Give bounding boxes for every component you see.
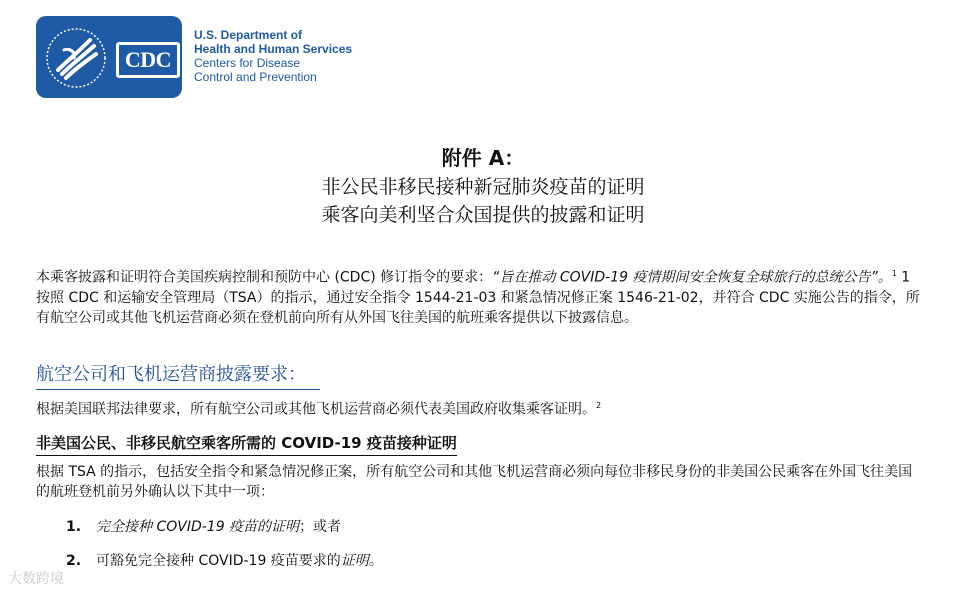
list-item-italic: 完全接种 COVID-19 疫苗的证明	[96, 519, 300, 535]
section2-paragraph: 根据 TSA 的指示，包括安全指令和紧急情况修正案，所有航空公司和其他飞机运营商必须向每位非移民身份的非美国公民乘客在外国飞往美国的航班登机前另外确认以下其中一项：	[36, 464, 913, 500]
list-item-number: 1.	[66, 519, 82, 535]
agency-line-3: Centers for Disease	[194, 56, 301, 70]
intro-rest: 1 按照 CDC 和运输安全管理局（TSA）的指示，通过安全指令 1544-21-03 和紧急情况修正案 1546-21-02，并符合 CDC 实施公告的指令，所有航空公司或其他飞机运营商必须在登机前向所有从外国飞往美国的航班乘客提供以下披露信息。	[36, 269, 920, 326]
list-item-text: 可豁免完全接种 COVID-19 疫苗要求的	[96, 553, 341, 569]
intro-text: 本乘客披露和证明符合美国疾病控制和预防中心 (CDC) 修订指令的要求：	[36, 269, 493, 286]
section1-paragraph	[36, 396, 926, 420]
section-heading-vaccination-proof: 非美国公民、非移民航空乘客所需的 COVID-19 疫苗接种证明	[36, 432, 457, 456]
footnote-ref-2: 2	[596, 401, 602, 410]
document-title-line-3: 乘客向美利坚合众国提供的披露和证明	[321, 204, 645, 226]
list-item	[66, 516, 341, 536]
list-item	[66, 550, 383, 570]
intro-quote: “旨在推动 COVID-19 疫情期间安全恢复全球旅行的总统公告”。	[492, 269, 892, 286]
intro-paragraph	[36, 264, 926, 328]
agency-name	[194, 28, 352, 84]
cdc-logo-text: CDC	[116, 42, 180, 78]
footnote-ref-1: 1	[891, 269, 897, 278]
list-item-number: 2.	[66, 553, 82, 569]
section1-text: 根据美国联邦法律要求，所有航空公司或其他飞机运营商必须代表美国政府收集乘客证明。	[36, 401, 596, 418]
document-title-line-2: 非公民非移民接种新冠肺炎疫苗的证明	[321, 176, 645, 198]
list-item-italic: 证明	[340, 553, 369, 569]
agency-line-1: U.S. Department of	[194, 28, 303, 42]
document-title-annex: 附件 A：	[441, 146, 525, 170]
list-item-tail: ；或者	[299, 519, 342, 535]
hhs-cdc-logo	[36, 16, 182, 98]
agency-line-4: Control and Prevention	[194, 70, 317, 84]
agency-line-2: Health and Human Services	[194, 42, 353, 56]
section-heading-disclosure: 航空公司和飞机运营商披露要求：	[36, 360, 320, 390]
hhs-eagle-icon	[44, 22, 108, 92]
list-item-tail: 。	[368, 553, 383, 569]
watermark: 大数跨境	[8, 571, 64, 587]
